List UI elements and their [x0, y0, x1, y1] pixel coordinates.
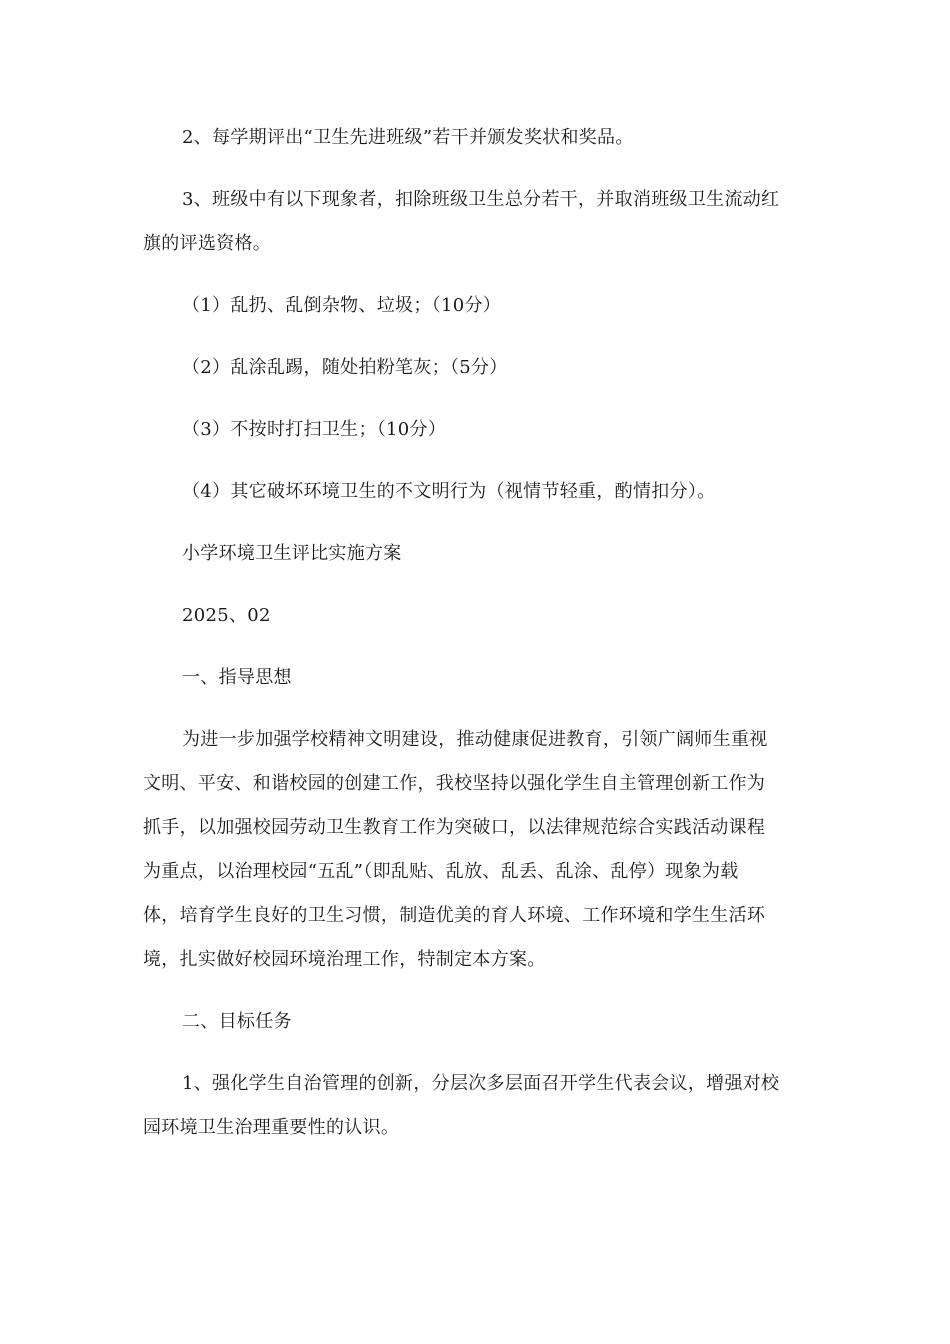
document-date: 2025、02	[182, 605, 271, 626]
paragraph-goal-line-2: 园环境卫生治理重要性的认识。	[143, 1117, 400, 1138]
list-item-3: （3）不按时打扫卫生；（10分）	[182, 419, 447, 440]
list-item-2: （2）乱涂乱踢，随处拍粉笔灰；（5分）	[182, 357, 508, 378]
section-heading-goals: 二、目标任务	[182, 1011, 292, 1032]
paragraph-deduction-line-1: 3、班级中有以下现象者，扣除班级卫生总分若干，并取消班级卫生流动红	[182, 189, 780, 210]
document-title: 小学环境卫生评比实施方案	[182, 543, 402, 564]
section-heading-guiding-thought: 一、指导思想	[182, 667, 292, 688]
paragraph-guiding-line-1: 为进一步加强学校精神文明建设，推动健康促进教育，引领广阔师生重视	[182, 729, 768, 750]
paragraph-award-line: 2、每学期评出“卫生先进班级”若干并颁发奖状和奖品。	[182, 127, 634, 148]
list-item-4: （4）其它破坏环境卫生的不文明行为（视情节轻重，酌情扣分）。	[182, 481, 716, 502]
paragraph-goal-line-1: 1、强化学生自治管理的创新，分层次多层面召开学生代表会议，增强对校	[182, 1073, 780, 1094]
paragraph-guiding-line-4: 为重点，以治理校园“五乱”（即乱贴、乱放、乱丢、乱涂、乱停）现象为载	[143, 861, 739, 882]
paragraph-guiding-line-6: 境，扎实做好校园环境治理工作，特制定本方案。	[143, 949, 546, 970]
paragraph-deduction-line-2: 旗的评选资格。	[143, 233, 272, 254]
paragraph-guiding-line-3: 抓手，以加强校园劳动卫生教育工作为突破口，以法律规范综合实践活动课程	[143, 817, 766, 838]
list-item-1: （1）乱扔、乱倒杂物、垃圾；（10分）	[182, 295, 502, 316]
paragraph-guiding-line-5: 体，培育学生良好的卫生习惯，制造优美的育人环境、工作环境和学生生活环	[143, 905, 766, 926]
paragraph-guiding-line-2: 文明、平安、和谐校园的创建工作，我校坚持以强化学生自主管理创新工作为	[143, 773, 766, 794]
